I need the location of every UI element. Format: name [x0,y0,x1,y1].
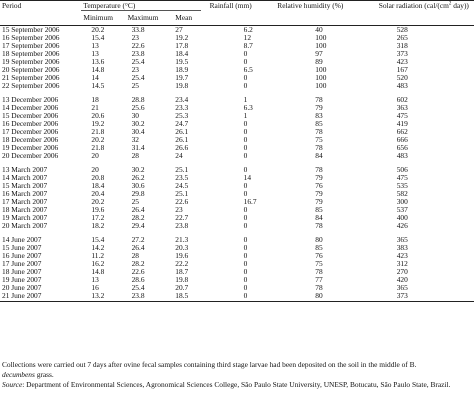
max-cell: 25.4 [131,57,145,66]
mean-cell: 23.3 [175,103,189,112]
sol-cell: 582 [396,189,408,198]
footnote-line2: grass. [34,370,54,379]
min-cell: 20 [91,151,99,160]
hum-cell: 85 [315,205,323,214]
max-cell: 27.2 [131,235,145,244]
rain-cell: 0 [243,57,248,66]
hum-cell: 85 [315,119,323,128]
sol-cell: 662 [396,127,408,136]
solar-header-label: Solar radiation ($cal/(cm^2$ day)) [378,1,469,10]
hum-cell: 84 [315,151,323,160]
period-cell: 15 June 2007 [2,243,42,252]
source-text: : Department of Environmental Sciences, Agronomical Sciences College, São Paulo State University, UNESP, Botucatu, São Paulo State, Brazil. [22,380,451,389]
sol-cell: 528 [396,25,408,34]
mean-cell: 19.8 [175,81,189,90]
mean-cell: 26.6 [175,143,189,152]
footnote-species: decumbens [2,370,35,379]
rain-cell: 0 [243,181,248,190]
sol-cell: 426 [396,221,408,230]
sol-cell: 312 [396,259,408,268]
mean-header: Mean [169,14,209,26]
mean-cell: 25.3 [175,111,189,120]
mean-cell: 27 [175,25,183,34]
max-cell: 33.8 [131,25,145,34]
sol-cell: 535 [396,181,408,190]
max-cell: 22.6 [131,267,145,276]
hum-cell: 100 [315,33,327,42]
hum-cell: 97 [315,49,323,58]
rain-cell: 0 [243,275,248,284]
period-cell: 18 December 2006 [2,135,59,144]
mean-cell: 18.4 [175,49,189,58]
mean-cell: 23.5 [175,173,189,182]
period-cell: 18 September 2006 [2,49,60,58]
max-cell: 32 [131,135,139,144]
rain-cell: 0 [210,292,264,302]
sol-cell: 520 [396,73,408,82]
minimum-header: Minimum [81,14,121,26]
rain-cell: 0 [243,251,248,260]
rain-cell: 1 [243,95,248,104]
mean-cell: 24 [175,151,183,160]
source-note [2,380,472,390]
sol-cell: 373 [396,49,408,58]
mean-cell: 24.5 [175,181,189,190]
solar-header [357,1,474,15]
sol-cell: 506 [396,165,408,174]
sol-cell: 419 [396,119,408,128]
sol-cell: 475 [396,173,408,182]
period-cell: 20 December 2006 [2,151,59,160]
rain-cell: 0 [243,119,248,128]
rain-cell: 0 [243,81,248,90]
period-cell: 18 March 2007 [2,205,48,214]
rain-cell: 12 [243,33,252,42]
mean-cell: 19.2 [175,33,189,42]
max-cell: 26.4 [131,205,145,214]
hum-cell: 40 [315,25,323,34]
min-cell: 13.6 [91,57,105,66]
min-cell: 16 [91,283,99,292]
min-cell: 16.2 [91,259,105,268]
hum-cell: 78 [315,127,323,136]
hum-cell: 84 [315,213,323,222]
sol-cell: 537 [396,205,408,214]
period-cell: 18 June 2007 [2,267,42,276]
sol-cell: 265 [396,33,408,42]
mean-cell: 17.8 [175,41,189,50]
max-cell: 25.4 [131,283,145,292]
min-cell: 20.6 [91,111,105,120]
temperature-header-label: Temperature (°C) [81,2,201,11]
table-row [0,292,474,302]
period-cell: 15 September 2006 [2,25,60,34]
period-cell: 14 June 2007 [2,235,42,244]
hum-cell: 80 [263,292,356,302]
rain-cell: 0 [243,213,248,222]
rain-cell: 0 [243,243,248,252]
rain-cell: 0 [243,165,248,174]
mean-cell: 22.6 [175,197,189,206]
max-cell: 25.4 [131,73,145,82]
mean-cell: 23.8 [175,221,189,230]
hum-cell: 78 [315,283,323,292]
hum-cell: 75 [315,259,323,268]
hum-cell: 75 [315,135,323,144]
mean-cell: 19.7 [175,73,189,82]
min-cell: 14 [91,73,99,82]
min-cell: 17.2 [91,213,105,222]
period-cell: 19 December 2006 [2,143,59,152]
max-cell: 30.4 [131,127,145,136]
hum-cell: 77 [315,275,323,284]
sol-cell: 365 [396,283,408,292]
min-cell: 20.8 [91,173,105,182]
hum-cell: 78 [315,95,323,104]
min-cell: 20 [91,165,99,174]
rain-cell: 0 [243,267,248,276]
period-cell: 16 March 2007 [2,189,48,198]
hum-cell: 79 [315,189,323,198]
period-cell: 17 September 2006 [2,41,60,50]
period-cell: 13 March 2007 [2,165,48,174]
period-cell: 14 December 2006 [2,103,59,112]
mean-cell: 19.8 [175,275,189,284]
min-cell: 21 [91,103,99,112]
rain-cell: 0 [243,135,248,144]
min-cell: 20.2 [91,25,105,34]
rain-cell: 6.3 [243,103,253,112]
mean-cell: 22.7 [175,213,189,222]
min-cell: 18.4 [91,181,105,190]
mean-cell: 18.5 [169,292,209,302]
weather-table-body [0,26,474,302]
mean-cell: 23.4 [175,95,189,104]
table-row [0,152,474,160]
max-cell: 29.4 [131,221,145,230]
sol-cell: 383 [396,243,408,252]
min-cell: 18 [91,95,99,104]
sol-cell: 475 [396,111,408,120]
sol-cell: 666 [396,135,408,144]
max-cell: 29.8 [131,189,145,198]
sol-cell: 602 [396,95,408,104]
rain-cell: 0 [243,221,248,230]
min-cell: 20.2 [91,135,105,144]
hum-cell: 78 [315,143,323,152]
sol-cell: 363 [396,103,408,112]
hum-cell: 78 [315,165,323,174]
rain-cell: 0 [243,127,248,136]
period-cell: 17 March 2007 [2,197,48,206]
max-cell: 23.8 [122,292,170,302]
hum-cell: 89 [315,57,323,66]
mean-cell: 24.7 [175,119,189,128]
max-cell: 30 [131,111,139,120]
sol-cell: 423 [396,57,408,66]
mean-cell: 23 [175,205,183,214]
sol-cell: 483 [396,151,408,160]
sol-cell: 318 [396,41,408,50]
period-cell: 19 March 2007 [2,213,48,222]
sol-cell: 400 [396,213,408,222]
sol-cell: 423 [396,251,408,260]
period-cell: 20 September 2006 [2,65,60,74]
max-cell: 28.6 [131,275,145,284]
period-cell: 15 March 2007 [2,181,48,190]
sol-cell: 483 [396,81,408,90]
humidity-header: Relative humidity (%) [263,1,356,15]
mean-cell: 20.3 [175,243,189,252]
rainfall-header: Rainfall (mm) [210,1,264,15]
temperature-header [81,1,209,15]
max-cell: 26.4 [131,243,145,252]
min-cell: 14.8 [91,267,105,276]
mean-cell: 25.1 [175,189,189,198]
hum-cell: 79 [315,173,323,182]
max-cell: 28 [131,251,139,260]
min-cell: 13 [91,275,99,284]
rain-cell: 0 [243,235,248,244]
sol-cell: 420 [396,275,408,284]
rain-cell: 1 [243,111,248,120]
period-header: Period [0,1,81,15]
rain-cell: 8.7 [243,41,253,50]
min-cell: 15.4 [91,235,105,244]
mean-cell: 25.1 [175,165,189,174]
rain-cell: 0 [243,259,248,268]
hum-cell: 100 [315,81,327,90]
period-cell: 19 June 2007 [2,275,42,284]
period-cell: 16 June 2007 [2,251,42,260]
min-cell: 13 [91,49,99,58]
rain-cell: 0 [243,73,248,82]
sol-cell: 365 [396,235,408,244]
rain-cell: 6.5 [243,65,253,74]
min-cell: 20.4 [91,189,105,198]
table-notes [2,360,472,390]
min-cell: 14.5 [91,81,105,90]
period-cell: 17 June 2007 [2,259,42,268]
max-cell: 25 [131,197,139,206]
rain-cell: 0 [243,205,248,214]
period-cell: 16 December 2006 [2,119,59,128]
period-cell: 17 December 2006 [2,127,59,136]
max-cell: 22.6 [131,41,145,50]
rain-cell: 0 [243,143,248,152]
mean-cell: 26.1 [175,127,189,136]
period-cell: 22 September 2006 [2,81,60,90]
period-cell: 20 June 2007 [2,283,42,292]
hum-cell: 100 [315,73,327,82]
max-cell: 28.2 [131,213,145,222]
rain-cell: 6.2 [243,25,253,34]
max-cell: 28 [131,151,139,160]
hum-cell: 78 [315,221,323,230]
hum-cell: 79 [315,197,323,206]
sol-cell: 270 [396,267,408,276]
mean-cell: 20.7 [175,283,189,292]
mean-cell: 22.2 [175,259,189,268]
min-cell: 19.2 [91,119,105,128]
rain-cell: 16.7 [243,197,257,206]
sol-cell: 300 [396,197,408,206]
rain-cell: 0 [243,151,248,160]
sol-cell: 373 [357,292,474,302]
mean-cell: 21.3 [175,235,189,244]
hum-cell: 100 [315,41,327,50]
period-cell: 16 September 2006 [2,33,60,42]
max-cell: 31.4 [131,143,145,152]
table-row [0,222,474,230]
max-cell: 25.6 [131,103,145,112]
min-cell: 11.2 [91,251,105,260]
hum-cell: 83 [315,111,323,120]
source-label: Source [2,380,23,389]
min-cell: 13.2 [81,292,121,302]
max-cell: 25 [131,81,139,90]
min-cell: 13 [91,41,99,50]
max-cell: 26.2 [131,173,145,182]
max-cell: 23.8 [131,49,145,58]
period-cell: 21 September 2006 [2,73,60,82]
min-cell: 21.8 [91,143,105,152]
min-cell: 20.2 [91,197,105,206]
max-cell: 23 [131,33,139,42]
max-cell: 28.8 [131,95,145,104]
mean-cell: 19.6 [175,251,189,260]
hum-cell: 80 [315,235,323,244]
rain-cell: 0 [243,283,248,292]
min-cell: 14.2 [91,243,105,252]
footnote-line1: Collections were carried out 7 days after ovine fecal samples containing third stage larvae had been deposited on the soil in the middle of B. [2,360,417,369]
min-cell: 19.6 [91,205,105,214]
period-cell: 20 March 2007 [2,221,48,230]
period-cell: 21 June 2007 [0,292,81,302]
footnote [2,360,472,380]
min-cell: 18.2 [91,221,105,230]
max-cell: 28.2 [131,259,145,268]
max-cell: 30.2 [131,119,145,128]
rain-cell: 0 [243,189,248,198]
hum-cell: 100 [315,65,327,74]
hum-cell: 76 [315,181,323,190]
min-cell: 15.4 [91,33,105,42]
hum-cell: 79 [315,103,323,112]
max-cell: 30.6 [131,181,145,190]
min-cell: 14.8 [91,65,105,74]
sol-cell: 167 [396,65,408,74]
hum-cell: 85 [315,243,323,252]
period-cell: 19 September 2006 [2,57,60,66]
mean-cell: 26.1 [175,135,189,144]
mean-cell: 18.7 [175,267,189,276]
min-cell: 21.8 [91,127,105,136]
mean-cell: 18.9 [175,65,189,74]
rain-cell: 14 [243,173,252,182]
maximum-header: Maximum [122,14,170,26]
hum-cell: 76 [315,251,323,260]
max-cell: 30.2 [131,165,145,174]
period-cell: 14 March 2007 [2,173,48,182]
period-cell: 13 December 2006 [2,95,59,104]
mean-cell: 19.5 [175,57,189,66]
max-cell: 23 [131,65,139,74]
period-cell: 15 December 2006 [2,111,59,120]
sol-cell: 656 [396,143,408,152]
hum-cell: 78 [315,267,323,276]
rain-cell: 0 [243,49,248,58]
table-row [0,82,474,90]
